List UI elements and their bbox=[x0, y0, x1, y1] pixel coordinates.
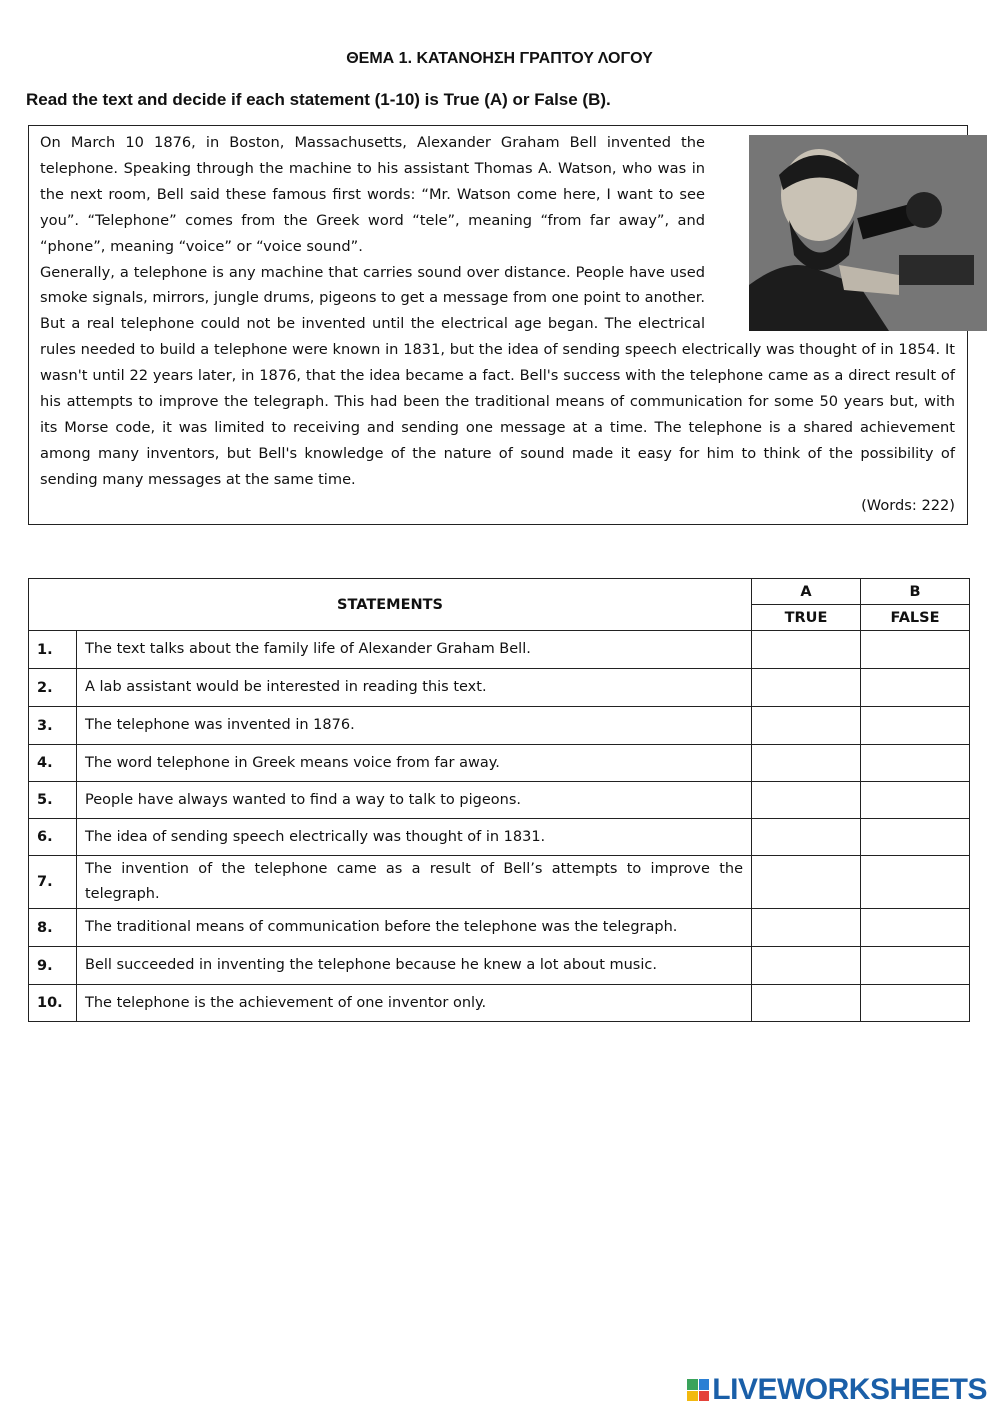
statement-text: The invention of the telephone came as a result of Bell’s attempts to improve the telegraph. bbox=[77, 856, 752, 909]
answer-true-cell[interactable] bbox=[752, 819, 861, 856]
answer-false-cell[interactable] bbox=[861, 631, 970, 669]
statement-text: The traditional means of communication before the telephone was the telegraph. bbox=[77, 909, 752, 947]
answer-false-cell[interactable] bbox=[861, 745, 970, 782]
table-row bbox=[29, 856, 970, 909]
answer-true-cell[interactable] bbox=[752, 707, 861, 745]
row-number: 3. bbox=[29, 707, 77, 745]
row-number: 2. bbox=[29, 669, 77, 707]
header-b: B bbox=[861, 579, 970, 605]
answer-false-cell[interactable] bbox=[861, 669, 970, 707]
header-false: FALSE bbox=[861, 605, 970, 631]
answer-false-cell[interactable] bbox=[861, 985, 970, 1022]
answer-true-cell[interactable] bbox=[752, 856, 861, 909]
liveworksheets-logo[interactable] bbox=[687, 1373, 987, 1407]
statement-text: People have always wanted to find a way to talk to pigeons. bbox=[77, 782, 752, 819]
answer-false-cell[interactable] bbox=[861, 856, 970, 909]
table-row bbox=[29, 819, 970, 856]
table-row bbox=[29, 631, 970, 669]
answer-false-cell[interactable] bbox=[861, 782, 970, 819]
row-number: 9. bbox=[29, 947, 77, 985]
table-row bbox=[29, 707, 970, 745]
table-row bbox=[29, 745, 970, 782]
page-heading: ΘΕΜΑ 1. ΚΑΤΑΝΟΗΣΗ ΓΡΑΠΤΟΥ ΛΟΓΟΥ bbox=[346, 50, 653, 67]
header-a: A bbox=[752, 579, 861, 605]
table-row bbox=[29, 669, 970, 707]
row-number: 8. bbox=[29, 909, 77, 947]
passage-paragraph-2: Generally, a telephone is any machine that carries sound over distance. People have used smoke signals, mirrors, jungle drums, pigeons to get a message from one point to another. But a real telephone could not be invented until the electrical age began. The electrical rules needed to build a telephone were known in 1831, but the idea of sending speech electrically was thought of in 1854. It wasn't until 22 years later, in 1876, that the idea became a fact. Bell's success with the telephone came as a direct result of his attempts to improve the telegraph. This had been the traditional means of communication for some 50 years but, with its Morse code, it was limited to receiving and sending one message at a time. The telephone is a shared achievement among many inventors, but Bell's knowledge of the nature of sound made it easy for him to think of the possibility of sending many messages at the same time. bbox=[40, 263, 955, 488]
liveworksheets-logo-icon bbox=[687, 1379, 709, 1401]
row-number: 7. bbox=[29, 856, 77, 909]
answer-true-cell[interactable] bbox=[752, 947, 861, 985]
row-number: 1. bbox=[29, 631, 77, 669]
table-row bbox=[29, 909, 970, 947]
statement-text: The word telephone in Greek means voice from far away. bbox=[77, 745, 752, 782]
header-true: TRUE bbox=[752, 605, 861, 631]
answer-true-cell[interactable] bbox=[752, 985, 861, 1022]
answer-true-cell[interactable] bbox=[752, 669, 861, 707]
statement-text: The text talks about the family life of Alexander Graham Bell. bbox=[77, 631, 752, 669]
passage-text bbox=[40, 130, 955, 493]
table-row bbox=[29, 985, 970, 1022]
answer-false-cell[interactable] bbox=[861, 707, 970, 745]
answer-true-cell[interactable] bbox=[752, 745, 861, 782]
row-number: 4. bbox=[29, 745, 77, 782]
row-number: 6. bbox=[29, 819, 77, 856]
answer-false-cell[interactable] bbox=[861, 947, 970, 985]
answer-true-cell[interactable] bbox=[752, 782, 861, 819]
statement-text: Bell succeeded in inventing the telephone because he knew a lot about music. bbox=[77, 947, 752, 985]
row-number: 10. bbox=[29, 985, 77, 1022]
answer-true-cell[interactable] bbox=[752, 631, 861, 669]
statements-header: STATEMENTS bbox=[29, 579, 752, 631]
passage-box bbox=[28, 125, 968, 525]
statement-text: A lab assistant would be interested in reading this text. bbox=[77, 669, 752, 707]
statement-text: The idea of sending speech electrically was thought of in 1831. bbox=[77, 819, 752, 856]
answer-false-cell[interactable] bbox=[861, 819, 970, 856]
answer-true-cell[interactable] bbox=[752, 909, 861, 947]
instruction: Read the text and decide if each statement (1-10) is True (A) or False (B). bbox=[26, 90, 611, 109]
table-row bbox=[29, 782, 970, 819]
statement-text: The telephone is the achievement of one inventor only. bbox=[77, 985, 752, 1022]
logo-text: LIVEWORKSHEETS bbox=[712, 1373, 987, 1406]
statements-table bbox=[28, 578, 970, 1022]
passage-paragraph-1: On March 10 1876, in Boston, Massachusetts, Alexander Graham Bell invented the telephone. Speaking through the machine to his assistant Thomas A. Watson, who was in the next room, Bell said these famous first words: “Mr. Watson come here, I want to see you”. “Telephone” comes from the Greek word “tele”, meaning “from far away”, and “phone”, meaning “voice” or “voice sound”. bbox=[40, 134, 705, 255]
statement-text: The telephone was invented in 1876. bbox=[77, 707, 752, 745]
row-number: 5. bbox=[29, 782, 77, 819]
table-row bbox=[29, 947, 970, 985]
answer-false-cell[interactable] bbox=[861, 909, 970, 947]
word-count: (Words: 222) bbox=[861, 497, 955, 514]
